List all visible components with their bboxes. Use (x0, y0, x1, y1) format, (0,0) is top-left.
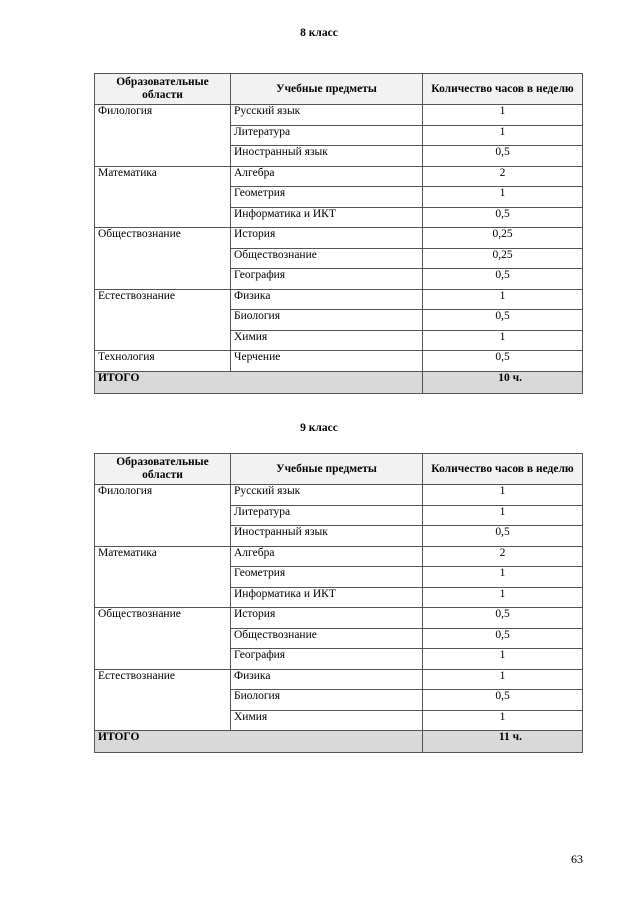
page-number: 63 (571, 852, 583, 866)
area-cell: Обществознание (95, 228, 231, 290)
subject-cell: Русский язык (231, 485, 423, 506)
hours-cell: 1 (423, 330, 583, 351)
subject-cell: Физика (231, 289, 423, 310)
subject-cell: Геометрия (231, 567, 423, 588)
curriculum-table-8 (94, 73, 583, 394)
area-cell: Математика (95, 546, 231, 608)
table-caption-8: 8 класс (300, 27, 338, 39)
subject-cell: Химия (231, 710, 423, 731)
table-row (95, 166, 583, 187)
total-label: ИТОГО (95, 371, 423, 393)
subject-cell: География (231, 649, 423, 670)
hours-cell: 0,5 (423, 628, 583, 649)
subject-cell: Иностранный язык (231, 526, 423, 547)
area-cell: Математика (95, 166, 231, 228)
area-cell: Филология (95, 105, 231, 167)
table-row (95, 289, 583, 310)
hours-cell: 0,5 (423, 146, 583, 167)
hours-cell: 1 (423, 187, 583, 208)
table-caption-9: 9 класс (300, 422, 338, 434)
header-subjects: Учебные предметы (231, 74, 423, 105)
subject-cell: Черчение (231, 351, 423, 372)
total-label: ИТОГО (95, 731, 423, 753)
total-value: 11 ч. (423, 731, 583, 753)
table-row (95, 608, 583, 629)
total-row (95, 371, 583, 393)
subject-cell: Обществознание (231, 628, 423, 649)
hours-cell: 2 (423, 166, 583, 187)
subject-cell: Физика (231, 669, 423, 690)
hours-cell: 1 (423, 587, 583, 608)
subject-cell: История (231, 228, 423, 249)
hours-cell: 0,5 (423, 310, 583, 331)
subject-cell: Алгебра (231, 166, 423, 187)
hours-cell: 1 (423, 125, 583, 146)
header-hours: Количество часов в неделю (423, 454, 583, 485)
area-cell: Естествознание (95, 669, 231, 731)
area-cell: Филология (95, 485, 231, 547)
table-row (95, 669, 583, 690)
hours-cell: 2 (423, 546, 583, 567)
curriculum-table-9 (94, 453, 583, 753)
hours-cell: 0,5 (423, 608, 583, 629)
area-cell: Обществознание (95, 608, 231, 670)
table-row (95, 228, 583, 249)
total-row (95, 731, 583, 753)
header-areas: Образовательные области (95, 454, 231, 485)
table-row (95, 546, 583, 567)
subject-cell: Иностранный язык (231, 146, 423, 167)
subject-cell: Литература (231, 505, 423, 526)
table-row (95, 351, 583, 372)
subject-cell: Биология (231, 310, 423, 331)
subject-cell: Обществознание (231, 248, 423, 269)
header-row (95, 454, 583, 485)
subject-cell: Русский язык (231, 105, 423, 126)
header-subjects: Учебные предметы (231, 454, 423, 485)
header-row (95, 74, 583, 105)
hours-cell: 1 (423, 567, 583, 588)
subject-cell: Информатика и ИКТ (231, 587, 423, 608)
hours-cell: 1 (423, 105, 583, 126)
area-cell: Технология (95, 351, 231, 372)
header-hours: Количество часов в неделю (423, 74, 583, 105)
hours-cell: 0,5 (423, 351, 583, 372)
hours-cell: 0,5 (423, 526, 583, 547)
hours-cell: 1 (423, 669, 583, 690)
area-cell: Естествознание (95, 289, 231, 351)
hours-cell: 1 (423, 505, 583, 526)
hours-cell: 0,25 (423, 228, 583, 249)
subject-cell: Информатика и ИКТ (231, 207, 423, 228)
hours-cell: 1 (423, 649, 583, 670)
subject-cell: Химия (231, 330, 423, 351)
subject-cell: География (231, 269, 423, 290)
hours-cell: 1 (423, 710, 583, 731)
header-areas: Образовательные области (95, 74, 231, 105)
subject-cell: Биология (231, 690, 423, 711)
subject-cell: Алгебра (231, 546, 423, 567)
hours-cell: 0,5 (423, 269, 583, 290)
hours-cell: 1 (423, 485, 583, 506)
subject-cell: История (231, 608, 423, 629)
subject-cell: Геометрия (231, 187, 423, 208)
hours-cell: 0,25 (423, 248, 583, 269)
table-row (95, 105, 583, 126)
total-value: 10 ч. (423, 371, 583, 393)
hours-cell: 0,5 (423, 207, 583, 228)
subject-cell: Литература (231, 125, 423, 146)
hours-cell: 0,5 (423, 690, 583, 711)
hours-cell: 1 (423, 289, 583, 310)
table-row (95, 485, 583, 506)
